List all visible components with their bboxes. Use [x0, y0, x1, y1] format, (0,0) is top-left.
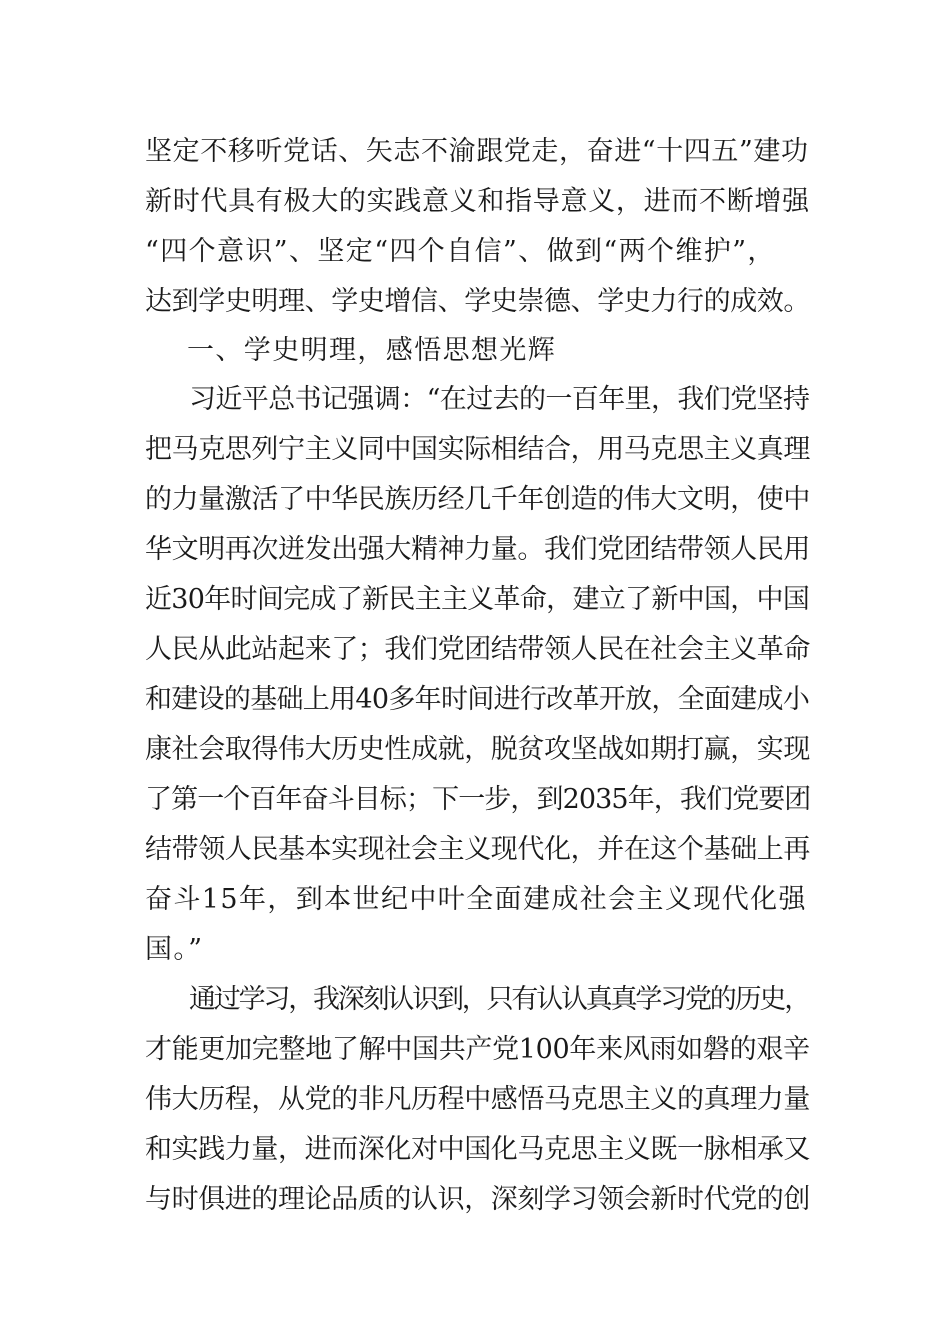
text-line: 习近平总书记强调：“在过去的一百年里，我们党坚持 [189, 384, 810, 415]
text-line: 了第一个百年奋斗目标；下一步，到2035年，我们党要团 [145, 784, 811, 815]
text-line: 和建设的基础上用40多年时间进行改革开放，全面建成小 [145, 684, 810, 715]
text-line: 与时俱进的理论品质的认识，深刻学习领会新时代党的创 [145, 1184, 810, 1215]
text-line: 坚定不移听党话、矢志不渝跟党走，奋进“十四五”建功 [145, 136, 809, 167]
text-line: 奋斗15年，到本世纪中叶全面建成社会主义现代化强 [145, 884, 807, 915]
text-line: 达到学史明理、学史增信、学史崇德、学史力行的成效。 [145, 286, 810, 317]
text-line: 伟大历程，从党的非凡历程中感悟马克思主义的真理力量 [145, 1084, 810, 1115]
text-line: 和实践力量，进而深化对中国化马克思主义既一脉相承又 [145, 1134, 810, 1165]
text-line: 华文明再次迸发出强大精神力量。我们党团结带领人民用 [145, 534, 810, 565]
text-line: “四个意识”、坚定“四个自信”、做到“两个维护”， [145, 236, 776, 267]
text-line: 把马克思列宁主义同中国实际相结合，用马克思主义真理 [145, 434, 810, 465]
text-line: 康社会取得伟大历史性成就，脱贫攻坚战如期打赢，实现 [145, 734, 810, 765]
text-line: 通过学习，我深刻认识到，只有认认真真学习党的历史， [189, 984, 809, 1015]
text-line: 近30年时间完成了新民主主义革命，建立了新中国，中国 [145, 584, 810, 615]
text-line: 人民从此站起来了；我们党团结带领人民在社会主义革命 [145, 634, 810, 665]
text-line: 的力量激活了中华民族历经几千年创造的伟大文明，使中 [145, 484, 810, 515]
text-line: 新时代具有极大的实践意义和指导意义，进而不断增强 [145, 186, 810, 217]
text-line: 才能更加完整地了解中国共产党100年来风雨如磐的艰辛 [145, 1034, 810, 1065]
text-line: 结带领人民基本实现社会主义现代化，并在这个基础上再 [145, 834, 810, 865]
section-heading: 一、学史明理，感悟思想光辉 [187, 335, 557, 366]
text-line: 国。” [145, 934, 204, 965]
